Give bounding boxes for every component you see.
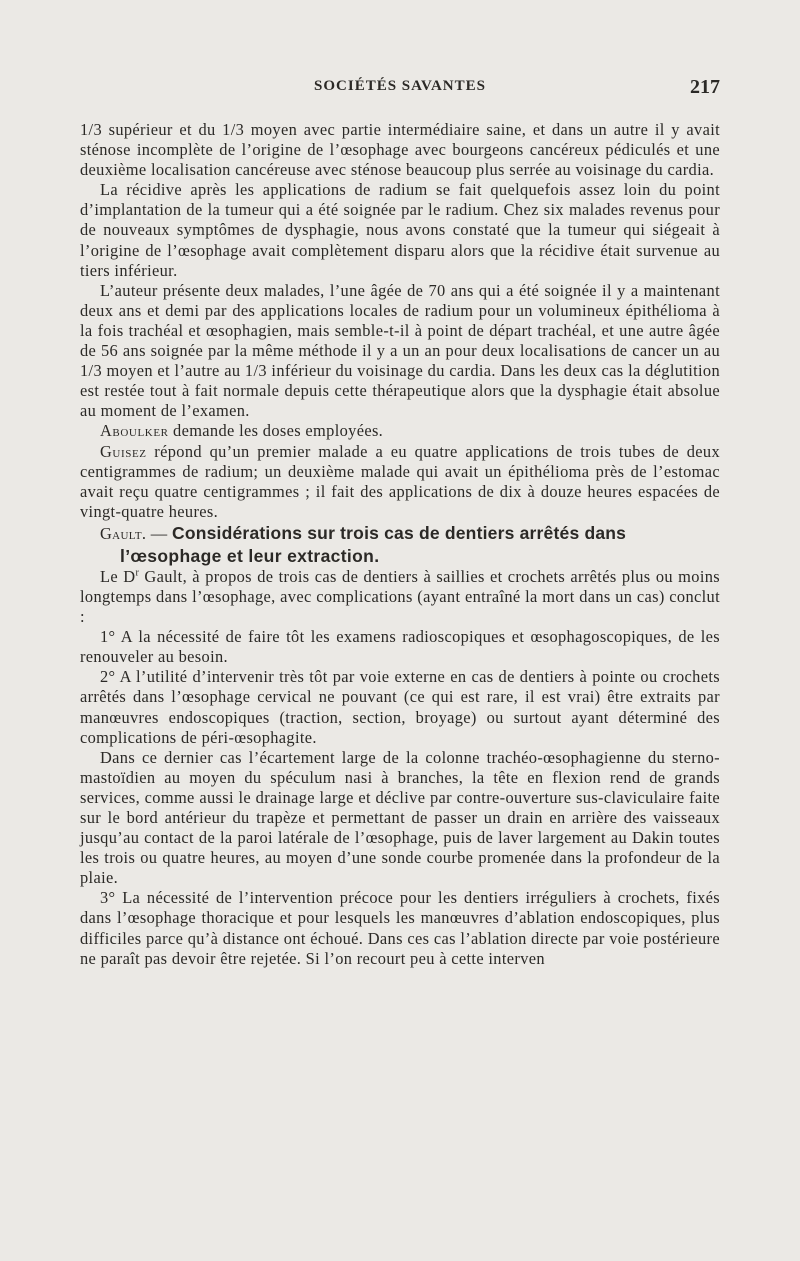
page-number: 217 (690, 76, 720, 98)
speaker-name: Guisez (100, 441, 147, 461)
heading-dash: — (146, 523, 172, 543)
paragraph-text: répond qu’un premier malade a eu quatre applications de trois tubes de deux centigrammes de radium; un deuxième malade qui avait un épithélioma près de l’estomac avait reçu quatre centigrammes ; il fait des applications de dix à douze heures espacées de vingt-quatre heures. (80, 441, 720, 521)
paragraph-text: Gault, à propos de trois cas de dentiers à saillies et crochets arrêtés plus ou moins longtemps dans l’œsophage, avec complications (ayant entraîné la mort dans un cas) conclut : (80, 566, 720, 627)
paragraph (80, 567, 720, 627)
heading-author: Gault. (100, 523, 147, 543)
paragraph: 1° A la nécessité de faire tôt les examens radioscopiques et œsophagoscopiques, de les renouveler au besoin. (80, 627, 720, 667)
paragraph: 2° A l’utilité d’intervenir très tôt par voie externe en cas de dentiers à pointe ou crochets arrêtés dans l’œsophage cervical ne pouvant (ce qui est rare, il est vrai) être extraits par manœuvres endoscopiques (traction, section, broyage) ou surtout ayant déterminé des complications de péri-œsophagite. (80, 667, 720, 747)
paragraph (80, 442, 720, 522)
speaker-name: Aboulker (100, 421, 169, 441)
page-header (80, 76, 720, 100)
paragraph (80, 421, 720, 441)
running-head: SOCIÉTÉS SAVANTES (314, 78, 486, 94)
paragraph: L’auteur présente deux malades, l’une âgée de 70 ans qui a été soignée il y a maintenant deux ans et demi par des applications locales de radium pour un volumineux épithélioma à la fois trachéal et œsophagien, mais semble-t-il à point de départ trachéal, et une autre âgée de 56 ans soignée par la même méthode il y a un an pour deux localisations de cancer un au 1/3 moyen et l’autre au 1/3 inférieur du voisinage du cardia. Dans les deux cas la déglutition est restée tout à fait normale depuis cette thérapeutique alors que la dysphagie était absolue au moment de l’examen. (80, 280, 720, 421)
superscript: r (135, 567, 140, 579)
paragraph: 3° La nécessité de l’intervention précoce pour les dentiers irréguliers à crochets, fixés dans l’œsophage thoracique et pour lesquels les manœuvres d’ablation endoscopiques, plus difficiles parce qu’à distance ont échoué. Dans ces cas l’ablation directe par voie postérieure ne paraît pas devoir être rejetée. Si l’on recourt peu à cette interven (80, 888, 720, 968)
paragraph-text: Le D (100, 566, 136, 586)
paragraph: Dans ce dernier cas l’écartement large de la colonne trachéo-œsophagienne du sterno-mastoïdien au moyen du spéculum nasi à branches, la tête en flexion rend de grands services, comme aussi le drainage large et déclive par contre-ouverture sus-claviculaire faite sur le bord antérieur du trapèze et permettant de passer un drain en arrière des vaisseaux jusqu’au contact de la paroi latérale de l’œsophage, puis de laver largement au Dakin toutes les trois ou quatre heures, au moyen d’une sonde courbe promenée dans la profondeur de la plaie. (80, 747, 720, 888)
body-text (80, 120, 720, 969)
paragraph-text: demande les doses employées. (168, 421, 384, 441)
heading-title-continued: l’œsophage et leur extraction. (120, 545, 380, 566)
heading-title: Considérations sur trois cas de dentiers arrêtés dans (172, 522, 627, 543)
paragraph: 1/3 supérieur et du 1/3 moyen avec partie intermédiaire saine, et dans un autre il y avait sténose incomplète de l’origine de l’œsophage avec bourgeons cancéreux pédiculés et une deuxième localisation cancéreuse avec sténose beaucoup plus serrée au voisinage du cardia. (80, 120, 720, 180)
paragraph: La récidive après les applications de radium se fait quelquefois assez loin du point d’implantation de la tumeur qui a été soignée par le radium. Chez six malades revenus pour de nouveaux symptômes de dysphagie, nous avons constaté que la tumeur qui siégeait à l’origine de l’œsophage avait complètement disparu alors que la récidive était survenue au tiers inférieur. (80, 180, 720, 280)
section-heading (80, 522, 720, 567)
